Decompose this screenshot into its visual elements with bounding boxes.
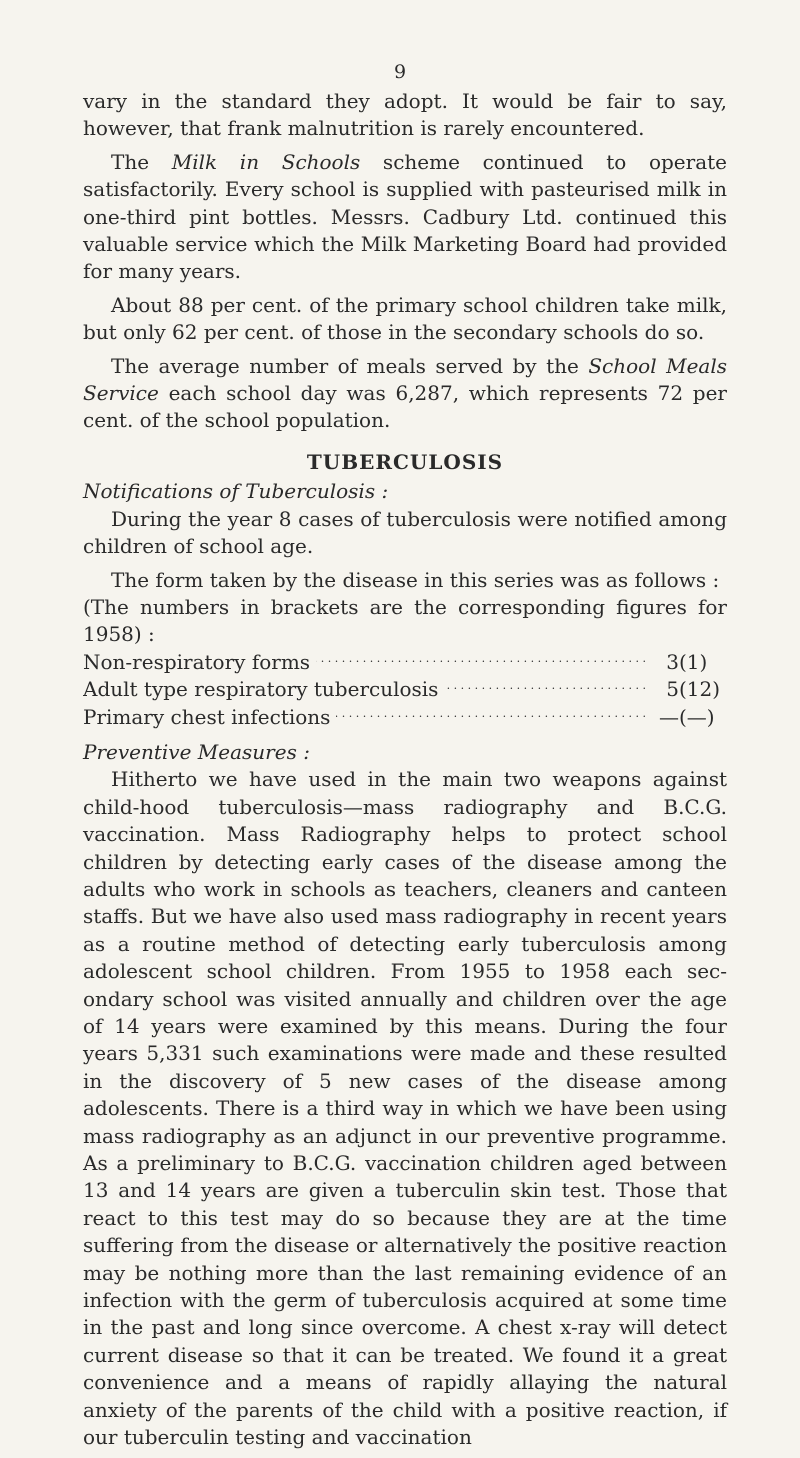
tb-form-count: 3 [666,649,679,674]
paragraph-preventive-measures: Hitherto we have used in the main two weapons against child-hood tuberculosis—mass radiography and B.C.G. vaccination. Mass Radiography helps to protect school children by detecting early cases of the disease among the adults who work in schools as teachers, cleaners and canteen staffs. But we have also used mass radiography in recent years as a routine method of detecting early tuberculosis among adolescent school children. From 1955 to 1958 each sec-ondary school was visited annually and children over the age of 14 years were examined by this means. During the four years 5,331 such examinations were made and these resulted in the discovery of 5 new cases of the disease among adolescents. There is a third way in which we have been using mass radiography as an adjunct in our preventive programme. As a preliminary to B.C.G. vaccination children aged between 13 and 14 years are given a tuberculin skin test. Those that react to this test may do so because they are at the time suffering from the disease or alternatively the positive reaction may be nothing more than the last remaining evidence of an infection with the germ of tuberculosis acquired at some time in the past and long since overcome. A chest x-ray will detect current disease so that it can be treated. We found it a great convenience and a means of rapidly allaying the natural anxiety of the parents of the child with a positive reaction, if our tuberculin testing and vaccination [83,767,727,1450]
page-number: 9 [393,61,407,83]
p2-pre: The [111,149,172,174]
table-row [83,704,727,731]
tb-form-label: Adult type respiratory tuberculosis . . . [83,676,649,703]
tb-form-count: 5 [666,677,679,702]
tb-form-prev: (1) [679,649,708,674]
document-body [83,88,727,1458]
paragraph-bracket-note: (The numbers in brackets are the corresponding figures for 1958) : [83,594,727,647]
tb-form-label: Non-respiratory forms . . . [83,649,649,676]
tb-forms-table [83,649,727,731]
tb-form-prev: (—) [679,704,715,729]
paragraph-milk-percentages: About 88 per cent. of the primary school children take milk, but only 62 per cent. of those in the secondary schools do so. [83,292,727,345]
table-row [83,676,727,703]
p4-pre: The average number of meals served by the [111,353,589,378]
p4-italic: School Meals Service [83,353,727,406]
paragraph-notifications: During the year 8 cases of tuberculosis were notified among children of school age. [83,506,727,559]
paragraph-malnutrition: vary in the standard they adopt. It would be fair to say, however, that frank malnutrition is rarely encountered. [83,89,727,141]
tb-form-count: — [659,704,679,729]
paragraph-form-intro: The form taken by the disease in this series was as follows : [111,567,720,592]
paragraph-milk-in-schools [83,149,727,286]
tb-form-prev: (12) [679,677,721,702]
paragraph-school-meals [83,353,727,435]
subheading-preventive-measures: Preventive Measures : [83,739,310,764]
tb-form-label: Primary chest infections . . . [83,704,649,731]
subheading-notifications: Notifications of Tuberculosis : [83,479,389,504]
table-row [83,649,727,676]
section-heading-tuberculosis: TUBERCULOSIS [306,449,504,474]
p2-italic: Milk in Schools [171,149,361,174]
p4-post: each school day was 6,287, which represents 72 per cent. of the school population. [83,381,727,433]
p2-post: scheme continued to operate satisfactorily. Every school is supplied with pasteurised milk in one-third pint bottles. Messrs. Cadbury Ltd. continued this valuable service which the Milk Marketing Board had provided for many years. [83,149,727,284]
